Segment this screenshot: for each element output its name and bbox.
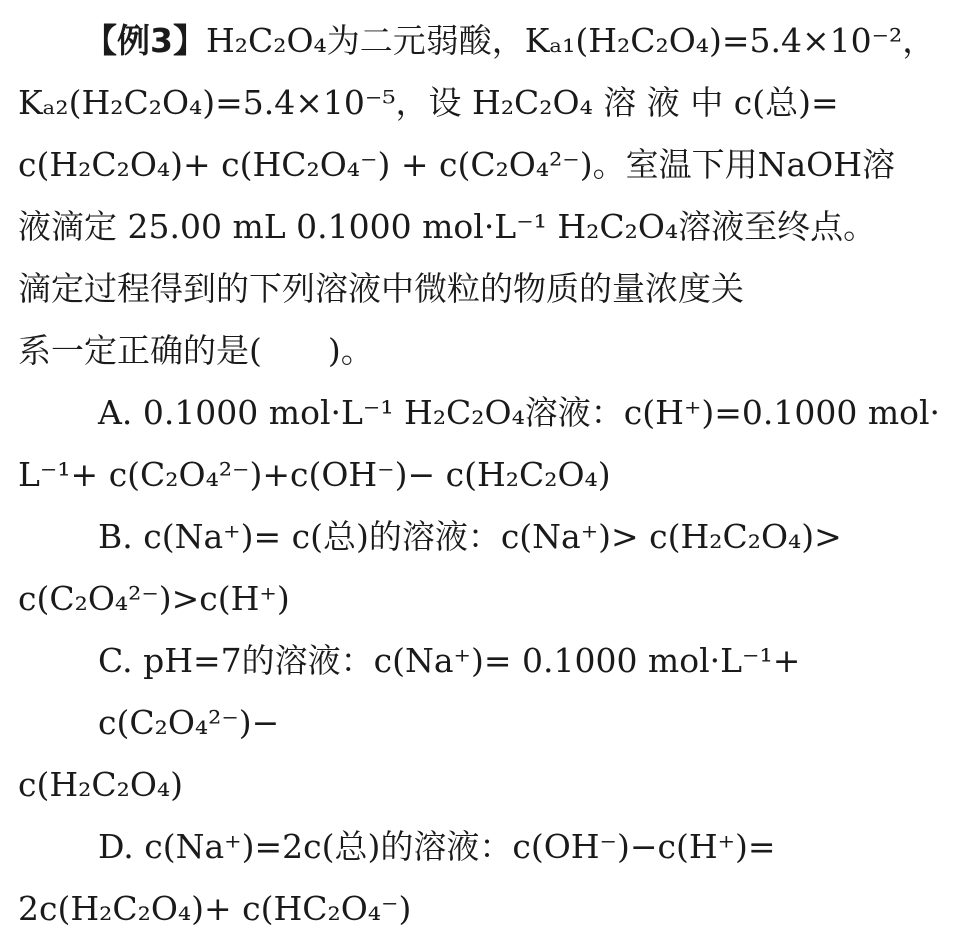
option-a-letter: A. — [98, 393, 133, 432]
stem-line-1 — [18, 10, 943, 72]
stem-line-5: 滴定过程得到的下列溶液中微粒的物质的量浓度关 — [18, 269, 744, 308]
option-a-text-2: L⁻¹+ c(C₂O₄²⁻)+c(OH⁻)− c(H₂C₂O₄) — [18, 455, 611, 494]
option-b-text-1: c(Na⁺)= c(总)的溶液：c(Na⁺)> c(H₂C₂O₄)> — [143, 517, 842, 556]
option-c-text-2: c(H₂C₂O₄) — [18, 765, 183, 804]
option-d-letter: D. — [98, 827, 134, 866]
option-a-line-1 — [18, 382, 943, 444]
option-b[interactable] — [18, 506, 943, 630]
option-d-text-1: c(Na⁺)=2c(总)的溶液：c(OH⁻)−c(H⁺)= — [144, 827, 776, 866]
option-a-text-1: 0.1000 mol·L⁻¹ H₂C₂O₄溶液：c(H⁺)=0.1000 mol· — [142, 393, 941, 432]
stem-line-3: c(H₂C₂O₄)+ c(HC₂O₄⁻) + c(C₂O₄²⁻)。室温下用NaOH溶 — [18, 145, 895, 184]
stem-line-4: 液滴定 25.00 mL 0.1000 mol·L⁻¹ H₂C₂O₄溶液至终点。 — [18, 207, 877, 246]
option-b-letter: B. — [98, 517, 133, 556]
option-d[interactable] — [18, 816, 943, 940]
option-c-letter: C. — [98, 641, 133, 680]
stem-line-6: 系一定正确的是( )。 — [18, 331, 374, 370]
answer-options — [18, 382, 943, 940]
stem-line-2: Kₐ₂(H₂C₂O₄)=5.4×10⁻⁵，设 H₂C₂O₄ 溶 液 中 c(总)= — [18, 83, 839, 122]
example-label: 【例3】 — [84, 21, 206, 60]
option-b-line-1 — [18, 506, 943, 568]
option-c-text-1: pH=7的溶液：c(Na⁺)= 0.1000 mol·L⁻¹+ c(C₂O₄²⁻)− — [98, 641, 801, 742]
option-d-line-1 — [18, 816, 943, 878]
option-c[interactable] — [18, 630, 943, 816]
option-c-line-1 — [18, 630, 943, 754]
option-d-text-2: 2c(H₂C₂O₄)+ c(HC₂O₄⁻) — [18, 889, 412, 928]
option-a[interactable] — [18, 382, 943, 506]
stem-text-1: H₂C₂O₄为二元弱酸，Kₐ₁(H₂C₂O₄)=5.4×10⁻²， — [205, 21, 936, 60]
option-b-text-2: c(C₂O₄²⁻)>c(H⁺) — [18, 579, 290, 618]
question-stem — [18, 10, 943, 382]
